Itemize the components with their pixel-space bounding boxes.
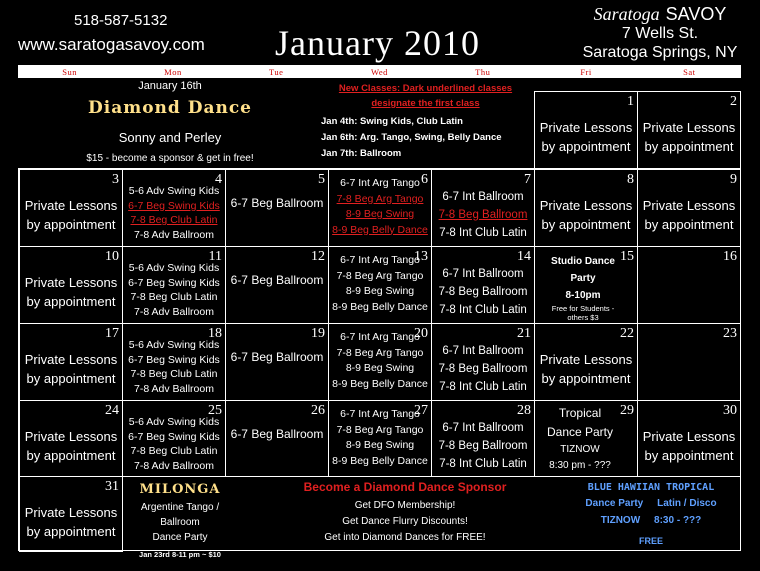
day-cell-8 xyxy=(534,169,638,247)
class-item-new: 8-9 Beg Swing xyxy=(345,208,415,220)
day-number: 7 xyxy=(524,172,531,187)
milonga-details: Jan 23rd 8-11 pm ~ $10 xyxy=(139,550,221,559)
day-number: 20 xyxy=(414,326,428,341)
day-cell-20 xyxy=(328,323,432,401)
day-number: 30 xyxy=(723,403,737,418)
blue-hawaiian-title: BLUE HAWIIAN TROPICAL xyxy=(587,482,715,493)
private-line: Private Lessons xyxy=(642,429,736,444)
phone-number: 518-587-5132 xyxy=(74,12,168,29)
private-lessons xyxy=(20,196,122,234)
private-line: Private Lessons xyxy=(24,198,118,213)
weekday-sun: Sun xyxy=(62,67,77,77)
day-number: 23 xyxy=(723,326,737,341)
day-number: 22 xyxy=(620,326,634,341)
private-lessons xyxy=(535,118,637,156)
class-list xyxy=(123,338,225,396)
private-line: by appointment xyxy=(26,371,116,386)
diamond-title: Diamond Dance xyxy=(88,98,252,118)
milonga-promo xyxy=(130,482,230,559)
blue-hawaiian-free: FREE xyxy=(638,536,663,546)
class-item: 5-6 Adv Swing Kids xyxy=(128,262,220,274)
day-cell-21 xyxy=(431,323,535,401)
day-number: 3 xyxy=(112,172,119,187)
class-item: 8-9 Beg Belly Dance xyxy=(332,454,428,467)
private-lessons xyxy=(535,196,637,234)
day-number: 27 xyxy=(414,403,428,418)
class-list xyxy=(432,342,534,396)
class-list xyxy=(123,184,225,242)
sponsor-line: Get DFO Membership! xyxy=(354,500,456,511)
day-number: 5 xyxy=(318,172,325,187)
diamond-dance-promo xyxy=(70,80,270,164)
private-line: Private Lessons xyxy=(539,198,633,213)
diamond-price: $15 - become a sponsor & get in free! xyxy=(86,153,254,164)
private-line: Private Lessons xyxy=(24,352,118,367)
day-cell-15 xyxy=(534,246,638,324)
day-number: 18 xyxy=(208,326,222,341)
day-number: 31 xyxy=(105,479,119,494)
address-line-1: 7 Wells St. xyxy=(621,25,699,42)
class-item: 6-7 Int Arg Tango xyxy=(340,331,420,343)
class-item: 7-8 Beg Ballroom xyxy=(438,363,528,375)
private-lessons xyxy=(638,196,740,234)
class-list xyxy=(329,330,431,392)
day-number: 25 xyxy=(208,403,222,418)
class-item: 7-8 Int Club Latin xyxy=(439,227,527,239)
class-item: 6-7 Int Ballroom xyxy=(442,345,524,357)
day-cell-1 xyxy=(534,91,638,169)
private-line: by appointment xyxy=(541,139,631,154)
day-cell-3 xyxy=(19,169,123,247)
day-number: 11 xyxy=(208,249,222,264)
day-cell-5 xyxy=(225,169,329,247)
private-line: by appointment xyxy=(541,371,631,386)
class-item: 6-7 Beg Swing Kids xyxy=(128,353,220,366)
day-number: 17 xyxy=(105,326,119,341)
day-number: 19 xyxy=(311,326,325,341)
class-item-new: 8-9 Beg Belly Dance xyxy=(332,223,428,236)
class-item-new: 7-8 Beg Club Latin xyxy=(130,214,218,226)
private-line: by appointment xyxy=(644,448,734,463)
day-number: 24 xyxy=(105,403,119,418)
address-line-2: Saratoga Springs, NY xyxy=(582,44,738,61)
private-line: Private Lessons xyxy=(539,352,633,367)
class-item: 6-7 Int Ballroom xyxy=(442,268,524,280)
day-cell-28 xyxy=(431,400,535,477)
sponsor-title: Become a Diamond Dance Sponsor xyxy=(303,480,507,494)
private-line: by appointment xyxy=(644,139,734,154)
day-cell-7 xyxy=(431,169,535,247)
class-item: 5-6 Adv Swing Kids xyxy=(128,185,220,197)
class-item-new: 7-8 Beg Ballroom xyxy=(438,209,528,221)
website-link[interactable]: www.saratogasavoy.com xyxy=(18,35,205,54)
private-line: Private Lessons xyxy=(642,198,736,213)
class-item: 6-7 Beg Swing Kids xyxy=(128,430,220,443)
day-number: 10 xyxy=(105,249,119,264)
class-item: 6-7 Int Arg Tango xyxy=(340,177,420,189)
private-line: Private Lessons xyxy=(24,275,118,290)
day-number: 13 xyxy=(414,249,428,264)
private-line: by appointment xyxy=(26,524,116,539)
day-number: 4 xyxy=(215,172,222,187)
class-item: 7-8 Beg Club Latin xyxy=(130,368,218,380)
private-line: by appointment xyxy=(644,217,734,232)
day-cell-25 xyxy=(122,400,226,477)
class-item: 7-8 Int Club Latin xyxy=(439,458,527,470)
new-classes-heading: New Classes: Dark underlined classes designate the first class xyxy=(338,83,513,109)
class-list xyxy=(329,407,431,469)
brand-name: SAVOY xyxy=(665,4,727,24)
weekday-header xyxy=(18,65,741,78)
class-item: 6-7 Int Arg Tango xyxy=(340,254,420,266)
day-cell-12 xyxy=(225,246,329,324)
diamond-date: January 16th xyxy=(138,80,202,92)
class-list xyxy=(329,253,431,315)
class-item: 7-8 Beg Ballroom xyxy=(438,440,528,452)
class-item: 6-7 Int Arg Tango xyxy=(340,408,420,420)
day-number: 9 xyxy=(730,172,737,187)
day-number: 2 xyxy=(730,94,737,109)
blue-hawaiian-promo xyxy=(566,482,736,546)
private-line: by appointment xyxy=(26,294,116,309)
day-number: 6 xyxy=(421,172,428,187)
day-cell-23 xyxy=(637,323,741,401)
day-cell-17 xyxy=(19,323,123,401)
class-item: 7-8 Beg Club Latin xyxy=(130,291,218,303)
private-lessons xyxy=(638,118,740,156)
class-item-new: 6-7 Beg Swing Kids xyxy=(128,199,220,212)
new-classes-line: Jan 6th: Arg. Tango, Swing, Belly Dance xyxy=(321,132,502,143)
class-item: 7-8 Beg Arg Tango xyxy=(336,346,424,359)
weekday-sat: Sat xyxy=(683,67,696,77)
class-item: 7-8 Int Club Latin xyxy=(439,381,527,393)
class-list xyxy=(123,261,225,319)
class-item: 6-7 Beg Ballroom xyxy=(230,273,324,287)
class-item: 8-9 Beg Swing xyxy=(345,362,415,374)
class-list xyxy=(432,419,534,473)
private-line: by appointment xyxy=(26,448,116,463)
private-lessons xyxy=(638,427,740,465)
class-item: 7-8 Beg Arg Tango xyxy=(336,423,424,436)
class-item: 8-9 Beg Belly Dance xyxy=(332,300,428,313)
day-cell-2 xyxy=(637,91,741,169)
class-item: 7-8 Adv Ballroom xyxy=(134,305,214,318)
day-cell-30 xyxy=(637,400,741,477)
new-classes-line: Jan 7th: Ballroom xyxy=(321,148,402,159)
day-cell-13 xyxy=(328,246,432,324)
tropical-time: 8:30 pm - ??? xyxy=(549,460,611,471)
private-lessons xyxy=(20,503,122,541)
private-line: by appointment xyxy=(541,217,631,232)
studio-party-title: Studio Dance Party xyxy=(551,256,615,284)
sponsor-line: Get into Diamond Dances for FREE! xyxy=(324,532,486,543)
private-line: by appointment xyxy=(26,217,116,232)
day-number: 26 xyxy=(311,403,325,418)
day-cell-31 xyxy=(19,476,123,552)
class-item: 6-7 Int Ballroom xyxy=(442,422,524,434)
class-list xyxy=(329,176,431,238)
day-cell-11 xyxy=(122,246,226,324)
brand-script: Saratoga xyxy=(593,4,660,24)
day-cell-4 xyxy=(122,169,226,247)
day-cell-22 xyxy=(534,323,638,401)
weekday-fri: Fri xyxy=(580,67,592,77)
private-lessons xyxy=(20,350,122,388)
class-item: 7-8 Beg Arg Tango xyxy=(336,269,424,282)
class-list xyxy=(123,415,225,473)
day-number: 28 xyxy=(517,403,531,418)
private-lessons xyxy=(20,273,122,311)
tropical-title: Tropical Dance Party xyxy=(546,406,614,439)
weekday-wed: Wed xyxy=(371,67,388,77)
page-title: January 2010 xyxy=(275,23,480,63)
class-item: 8-9 Beg Belly Dance xyxy=(332,377,428,390)
class-item: 5-6 Adv Swing Kids xyxy=(128,416,220,428)
tropical-dance-party xyxy=(545,404,615,474)
class-list xyxy=(432,188,534,242)
day-cell-24 xyxy=(19,400,123,477)
class-item: 7-8 Int Club Latin xyxy=(439,304,527,316)
milonga-line: Dance Party xyxy=(152,532,208,543)
class-item: 6-7 Beg Swing Kids xyxy=(128,276,220,289)
class-item: 7-8 Beg Club Latin xyxy=(130,445,218,457)
class-item: 7-8 Adv Ballroom xyxy=(134,382,214,395)
class-item-new: 7-8 Beg Arg Tango xyxy=(336,192,424,205)
blue-hawaiian-line: Dance Party Latin / Disco xyxy=(585,498,717,509)
private-lessons xyxy=(20,427,122,465)
day-number: 29 xyxy=(620,403,634,418)
blue-hawaiian-line: TIZNOW 8:30 - ??? xyxy=(600,515,702,526)
private-line: Private Lessons xyxy=(24,429,118,444)
private-line: Private Lessons xyxy=(539,120,633,135)
day-cell-29 xyxy=(534,400,638,477)
day-cell-18 xyxy=(122,323,226,401)
class-item: 6-7 Beg Ballroom xyxy=(230,427,324,441)
day-number: 12 xyxy=(311,249,325,264)
day-cell-19 xyxy=(225,323,329,401)
new-classes-note xyxy=(318,81,533,159)
day-number: 1 xyxy=(627,94,634,109)
milonga-line: Argentine Tango / Ballroom xyxy=(140,502,220,528)
private-line: Private Lessons xyxy=(642,120,736,135)
day-number: 16 xyxy=(723,249,737,264)
new-classes-line: Jan 4th: Swing Kids, Club Latin xyxy=(321,116,463,127)
day-cell-6 xyxy=(328,169,432,247)
class-item: 7-8 Adv Ballroom xyxy=(134,228,214,241)
diamond-hosts: Sonny and Perley xyxy=(118,130,222,145)
class-item: 7-8 Adv Ballroom xyxy=(134,459,214,472)
class-item: 8-9 Beg Swing xyxy=(345,285,415,297)
class-list xyxy=(432,265,534,319)
weekday-tue: Tue xyxy=(268,67,284,77)
milonga-title: MILONGA xyxy=(139,482,221,497)
weekday-thu: Thu xyxy=(475,67,491,77)
day-cell-9 xyxy=(637,169,741,247)
studio-dance-party xyxy=(543,253,623,322)
day-cell-27 xyxy=(328,400,432,477)
class-item: 6-7 Int Ballroom xyxy=(442,191,524,203)
day-number: 15 xyxy=(620,249,634,264)
class-item: 5-6 Adv Swing Kids xyxy=(128,339,220,351)
studio-party-note: Free for Students - others $3 xyxy=(551,304,615,322)
class-item: 6-7 Beg Ballroom xyxy=(230,350,324,364)
day-cell-26 xyxy=(225,400,329,477)
day-number: 14 xyxy=(517,249,531,264)
day-number: 8 xyxy=(627,172,634,187)
sponsor-promo xyxy=(300,480,510,546)
sponsor-line: Get Dance Flurry Discounts! xyxy=(342,516,468,527)
day-number: 21 xyxy=(517,326,531,341)
studio-party-time: 8-10pm xyxy=(565,290,601,301)
day-cell-14 xyxy=(431,246,535,324)
class-item: 8-9 Beg Swing xyxy=(345,439,415,451)
tropical-host: TIZNOW xyxy=(560,444,600,455)
weekday-mon: Mon xyxy=(164,67,182,77)
day-cell-16 xyxy=(637,246,741,324)
class-item: 6-7 Beg Ballroom xyxy=(230,196,324,210)
private-line: Private Lessons xyxy=(24,505,118,520)
class-item: 7-8 Beg Ballroom xyxy=(438,286,528,298)
day-cell-10 xyxy=(19,246,123,324)
private-lessons xyxy=(535,350,637,388)
